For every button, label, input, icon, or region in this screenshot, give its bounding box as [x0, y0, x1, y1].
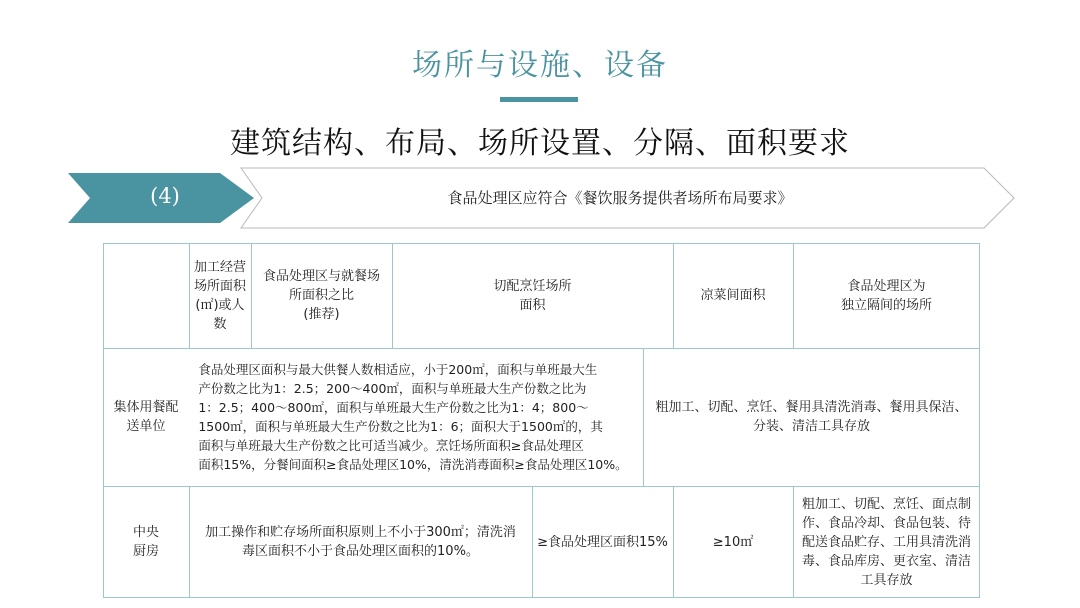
header-cell-blank — [103, 243, 189, 348]
header-cell-cold-dish-area: 凉菜间面积 — [700, 288, 766, 303]
header-cell-cooking-area: 切配烹饪场所 面积 — [493, 278, 572, 313]
page-title: 场所与设施、设备 — [412, 48, 668, 83]
row-separate-rooms-central-kitchen: 粗加工、切配、烹饪、面点制 作、食品冷却、食品包装、待 配送食品贮存、工用具清洗消 毒、食品库房、更衣室、清洁 工具存放 — [801, 496, 971, 588]
table-border — [103, 597, 980, 598]
row-name-central-kitchen: 中央 厨房 — [132, 525, 159, 559]
row-area-requirement-central-kitchen: 加工操作和贮存场所面积原则上不小于300㎡；清洗消 毒区面积不小于食品处理区面积的10%。 — [205, 525, 516, 559]
table-border — [103, 243, 980, 244]
header-cell-business-area: 加工经营 场所面积 (㎡)或人 数 — [193, 259, 246, 332]
row-area-requirement-collective-catering: 食品处理区面积与最大供餐人数相适应，小于200㎡，面积与单班最大生 产份数之比为1：2.5；200～400㎡，面积与单班最大生产份数之比为 1：2.5；400～800㎡，面积与单班最大生产份数之比为1：4；800～ 1500㎡，面积与单班最大生产份数之比为1：6；面积大于1500㎡的，其 面积与单班最大生产份数之比可适当减少。烹饪场所面积≥食品处理区 面积15%，分餐间面积≥食品处理区10%，清洗消毒面积≥食品处理区10%。 — [198, 362, 628, 472]
section-number: (4) — [150, 184, 180, 208]
table-border — [793, 243, 794, 348]
table-border — [103, 243, 104, 598]
page-subtitle: 建筑结构、布局、场所设置、分隔、面积要求 — [230, 126, 850, 161]
table-border — [643, 348, 644, 486]
table-border — [532, 486, 533, 598]
header-cell-ratio: 食品处理区与就餐场 所面积之比 (推荐) — [262, 269, 380, 322]
row-cooking-area-central-kitchen: ≥食品处理区面积15% — [537, 534, 668, 550]
table-border — [103, 348, 980, 349]
row-cold-dish-area-central-kitchen: ≥10㎡ — [712, 534, 754, 550]
table-border — [392, 243, 393, 348]
table-border — [189, 486, 190, 598]
table-border — [189, 243, 190, 348]
row-name-collective-catering: 集体用餐配 送单位 — [113, 400, 179, 434]
title-underline — [500, 97, 578, 102]
table-border — [673, 486, 674, 598]
table-border — [979, 243, 980, 598]
row-separate-rooms-collective-catering: 粗加工、切配、烹饪、餐用具清洗消毒、餐用具保洁、 分装、清洁工具存放 — [655, 400, 968, 434]
table-border — [793, 486, 794, 598]
section-banner-text: 食品处理区应符合《餐饮服务提供者场所布局要求》 — [447, 189, 793, 207]
header-cell-separate-rooms: 食品处理区为 独立隔间的场所 — [840, 278, 932, 313]
table-border — [251, 243, 252, 348]
table-border — [103, 486, 980, 487]
table-border — [673, 243, 674, 348]
